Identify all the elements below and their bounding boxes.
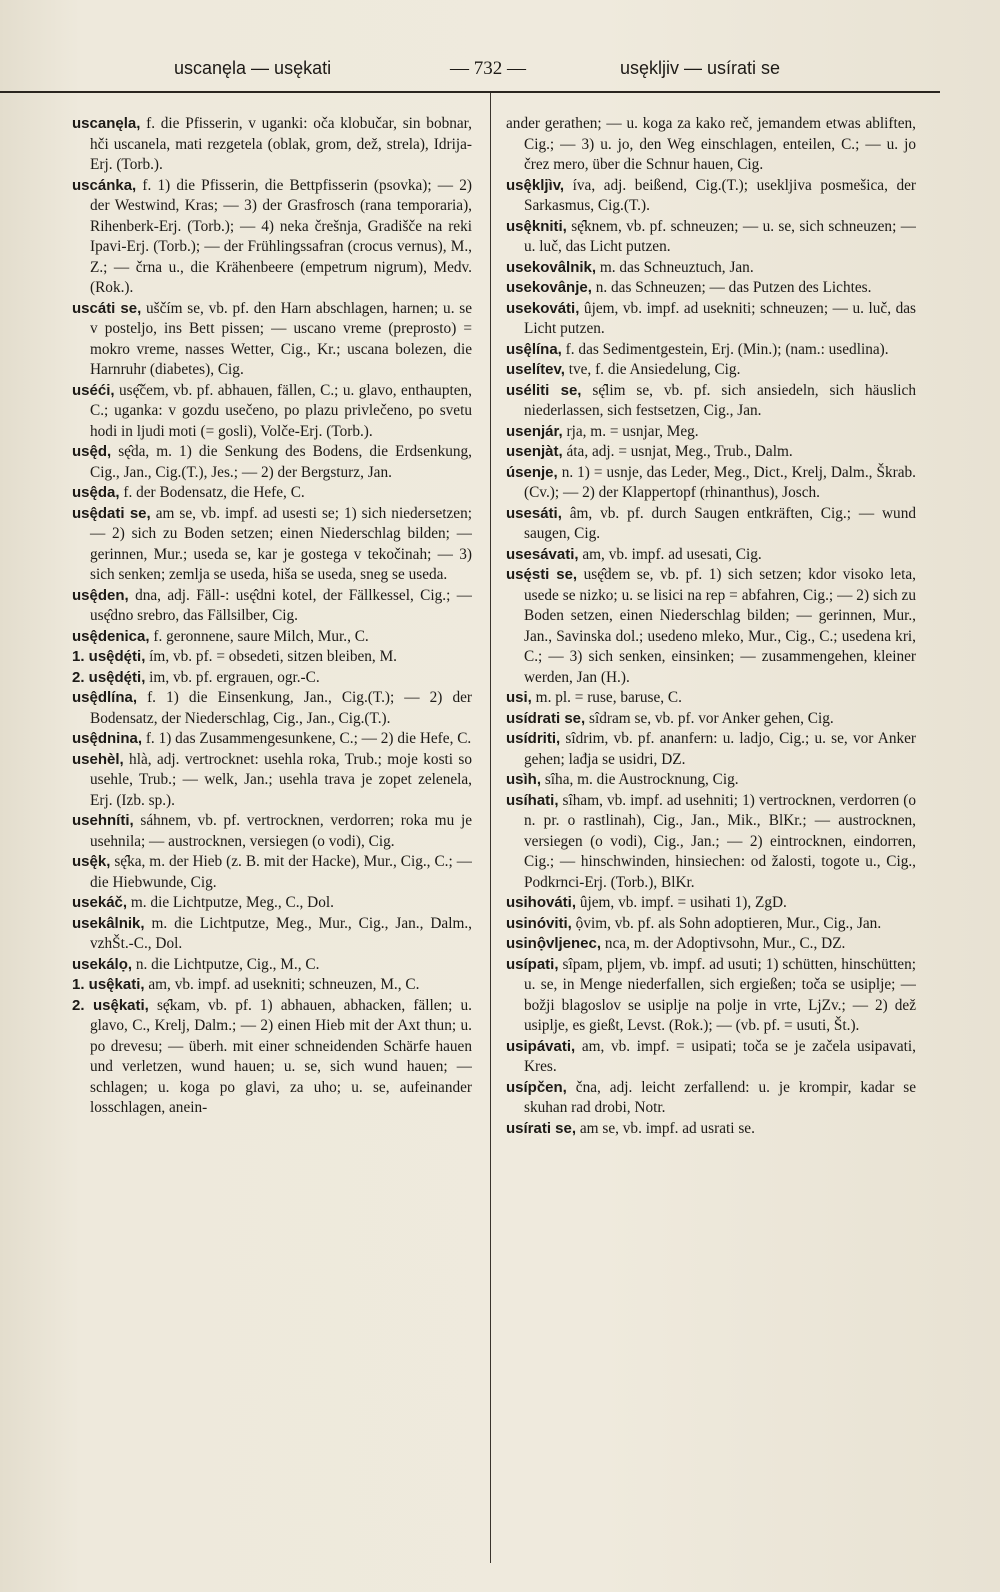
entry-definition: im, vb. pf. ergrauen, ogr.-C. <box>145 668 320 686</box>
entry-headword: usę̂dlína, <box>72 689 138 706</box>
dictionary-entry <box>72 750 472 812</box>
dictionary-entry <box>506 340 916 361</box>
entry-headword: uselítev, <box>506 361 565 378</box>
entry-definition: âm, vb. pf. durch Saugen entkräften, Cig.; — wund saugen, Cig. <box>524 504 916 542</box>
dictionary-entry <box>72 483 472 504</box>
entry-headword: usihováti, <box>506 894 577 911</box>
entry-headword: usę̂d, <box>72 443 112 460</box>
entry-headword: usenjár, <box>506 422 563 440</box>
entry-definition: rja, m. = usnjar, Meg. <box>562 422 699 440</box>
header-right-guideword: usękljiv — usírati se <box>620 58 781 78</box>
dictionary-entry <box>72 627 472 648</box>
entry-headword: usìh, <box>506 771 542 788</box>
dictionary-entry <box>72 893 472 914</box>
entry-definition: am, vb. impf. = usipati; toča se je začela usipavati, Kres. <box>524 1037 916 1075</box>
entry-headword: uscanęla, <box>72 115 141 132</box>
entry-definition: f. 1) das Zusammengesunkene, C.; — 2) die Hefe, C. <box>142 730 472 747</box>
entry-definition: tve, f. die Ansiedelung, Cig. <box>564 361 741 378</box>
entry-definition: čna, adj. leicht zerfallend: u. je krompir, kadar se skuhan rad drobi, Notr. <box>524 1078 916 1116</box>
entry-headword: uscánka, <box>72 176 137 194</box>
dictionary-entry <box>72 668 472 689</box>
entry-headword: 2. usę̂dę́ti, <box>72 668 146 686</box>
entry-definition: m. pl. = ruse, baruse, C. <box>531 689 682 706</box>
dictionary-entry <box>72 442 472 483</box>
dictionary-entry <box>506 217 916 258</box>
entry-definition: sę̂ka, m. der Hieb (z. B. mit der Hacke), Mur., Cig., C.; — die Hiebwunde, Cig. <box>90 853 472 891</box>
entry-definition: sîham, vb. impf. ad usehniti; 1) vertrocknen, verdorren (o n. pr. o rastlinah), Cig., Jan., Mik., BlKr.; — austrocknen, versiegen (o vodi), Cig., Jan.; — 2) eintrocknen, eindorren, Cig.; — hinschwinden, hinsiechen: od žalosti, togote u., Cig., Podkrnci-Erj. (Torb.), BlKr. <box>524 791 916 891</box>
dictionary-entry <box>72 996 472 1119</box>
dictionary-entry <box>506 463 916 504</box>
dictionary-entry <box>506 709 916 730</box>
entry-definition: sę̂da, m. 1) die Senkung des Bodens, die Erdsenkung, Cig., Jan., Cig.(T.), Jes.; — 2) der Bergsturz, Jan. <box>90 443 472 481</box>
dictionary-entry <box>506 176 916 217</box>
dictionary-entry <box>72 504 472 586</box>
entry-headword: usídriti, <box>506 730 561 747</box>
dictionary-entry <box>506 1078 916 1119</box>
dictionary-entry <box>506 729 916 770</box>
entry-definition: am se, vb. impf. ad usesti se; 1) sich niedersetzen; — 2) sich zu Boden setzen; einen Niederschlag bilden; — gerinnen, Mur.; useda se, kar je gostega v tekočinah; — 3) sich senken; zemlja se useda, hiša se useda, sneg se useda. <box>90 504 472 583</box>
entry-definition: áta, adj. = usnjat, Meg., Trub., Dalm. <box>562 443 793 460</box>
entry-definition: ộvim, vb. pf. als Sohn adoptieren, Mur., Cig., Jan. <box>571 914 882 932</box>
entry-definition: íva, adj. beißend, Cig.(T.); usekljiva posmešica, der Sarkasmus, Cig.(T.). <box>524 176 916 214</box>
entry-definition: uščím se, vb. pf. den Harn abschlagen, harnen; u. se v posteljo, ins Bett pissen; — uscano vreme (preprosto) = mokro vreme, nasses Wetter, Cig., Kr.; uscana bolezen, die Harnruhr (diabetes), Cig. <box>90 299 472 378</box>
entry-headword: usíhati, <box>506 791 559 809</box>
entry-headword: usehníti, <box>72 812 134 829</box>
entry-definition: am, vb. impf. ad usesati, Cig. <box>578 545 762 563</box>
entry-definition: nca, m. der Adoptivsohn, Mur., C., DZ. <box>601 935 846 952</box>
entry-definition: am, vb. impf. ad usekniti; schneuzen, M., C. <box>144 976 420 993</box>
entry-definition: f. 1) die Pfisserin, die Bettpfisserin (psovka); — 2) der Westwind, Kras; — 3) der Grasfrosch (rana temporaria), Rihenberk-Erj. (Torb.); — 4) neka črešnja, Gradišče na reki Ipavi-Erj. (Torb.); — der Frühlingssafran (crocus vernus), M., Z.; — črna u., die Krähenbeere (empetrum nigrum), Medv. (Rok.). <box>90 176 472 296</box>
dictionary-entry <box>72 586 472 627</box>
entry-definition: sîha, m. die Austrocknung, Cig. <box>541 771 739 788</box>
entry-definition: ûjem, vb. impf. = usihati 1), ZgD. <box>576 894 787 911</box>
entry-headword: usi, <box>506 689 532 706</box>
entry-headword: usesáti, <box>506 504 562 522</box>
entry-definition: f. der Bodensatz, die Hefe, C. <box>119 484 305 501</box>
dictionary-entry <box>72 688 472 729</box>
entry-definition: dna, adj. Fäll-: usę̂dni kotel, der Fällkessel, Cig.; — usę̂dno srebro, das Fällsilber, Cig. <box>90 586 472 624</box>
entry-definition: sáhnem, vb. pf. vertrocknen, verdorren; roka mu je usehnila; — austrocknen, versiegen (o vodi), Cig. <box>90 812 472 850</box>
dictionary-entry <box>506 299 916 340</box>
entry-headword: usekovâlnik, <box>506 258 597 276</box>
entry-definition: sîdrim, vb. pf. ananfern: u. ladjo, Cig.; u. se, vor Anker gehen; lađja se usidri, DZ. <box>524 730 916 768</box>
entry-definition: ím, vb. pf. = obsedeti, sitzen bleiben, M. <box>145 648 397 665</box>
entry-headword: usę̂kljìv, <box>506 176 565 194</box>
entry-headword: usípčen, <box>506 1078 567 1096</box>
left-column <box>72 114 472 1574</box>
entry-definition: sę̂lim se, vb. pf. sich ansiedeln, sich häuslich niederlassen, sich festsetzen, Cig., Jan. <box>524 381 916 419</box>
entry-definition: sę̂knem, vb. pf. schneuzen; — u. se, sich schneuzen; — u. luč, das Licht putzen. <box>524 217 916 255</box>
entry-headword: úsenje, <box>506 463 558 481</box>
dictionary-entry <box>506 955 916 1037</box>
entry-headword: uscáti se, <box>72 299 142 317</box>
dictionary-entry <box>72 114 472 176</box>
dictionary-entry <box>506 914 916 935</box>
dictionary-entry <box>506 504 916 545</box>
entry-headword: usę̂dati se, <box>72 504 151 522</box>
entry-definition: m. das Schneuztuch, Jan. <box>596 258 754 276</box>
entry-headword: usekováti, <box>506 299 580 317</box>
entry-headword: usę̂kniti, <box>506 217 567 235</box>
entry-headword: usę́sti se, <box>506 566 578 583</box>
dictionary-entry <box>72 914 472 955</box>
entry-definition: n. die Lichtputze, Cig., M., C. <box>132 955 320 973</box>
dictionary-entry <box>506 114 916 176</box>
entry-headword: usekovânje, <box>506 279 592 296</box>
entry-definition: sę̂kam, vb. pf. 1) abhauen, abhacken, fällen; u. glavo, C., Krelj, Dalm.; — 2) einen Hieb mit der Axt thun; u. po drevesu; — überh. mit einer schneidenden Schärfe hauen und verletzen, wund hauen; u. se, sich wund hauen; — schlagen; u. koga po glavi, za uho; u. se, aufeinander losschlagen, anein- <box>90 996 472 1116</box>
dictionary-entry <box>72 299 472 381</box>
entry-definition: am se, vb. impf. ad usrati se. <box>576 1119 755 1137</box>
entry-headword: uséliti se, <box>506 381 582 399</box>
dictionary-entry <box>72 852 472 893</box>
dictionary-entry <box>506 565 916 688</box>
page-header <box>0 58 1000 88</box>
dictionary-entry <box>506 360 916 381</box>
entry-headword: usehèl, <box>72 750 124 768</box>
entry-definition: n. das Schneuzen; — das Putzen des Lichtes. <box>591 279 872 296</box>
dictionary-entry <box>506 934 916 955</box>
dictionary-entry <box>506 442 916 463</box>
entry-definition: f. 1) die Einsenkung, Jan., Cig.(T.); — 2) der Bodensatz, der Niederschlag, Cig., Jan., Cig.(T.). <box>90 689 472 727</box>
entry-headword: usę̂den, <box>72 586 129 604</box>
dictionary-entry <box>506 1119 916 1140</box>
entry-definition: ander gerathen; — u. koga za kako reč, jemandem etwas abliften, Cig.; — 3) u. jo, den Weg einschlagen, enteilen, C.; — u. jo črez mero, über die Schnur hauen, Cig. <box>506 115 916 173</box>
column-divider <box>490 93 491 1563</box>
entry-headword: usesávati, <box>506 545 579 563</box>
dictionary-entry <box>506 422 916 443</box>
dictionary-entry <box>506 278 916 299</box>
entry-headword: usekálọ, <box>72 955 133 973</box>
entry-headword: usinộvljenec, <box>506 935 602 952</box>
entry-definition: m. die Lichtputze, Meg., Mur., Cig., Jan., Dalm., vzhŠt.-C., Dol. <box>90 914 472 952</box>
page-number: — 732 — <box>450 58 526 79</box>
dictionary-entry <box>506 893 916 914</box>
dictionary-entry <box>72 647 472 668</box>
dictionary-entry <box>72 729 472 750</box>
entry-headword: usekâlnik, <box>72 914 145 932</box>
header-left-guideword: uscanęla — usękati <box>174 58 332 78</box>
entry-headword: usipávati, <box>506 1037 576 1055</box>
entry-definition: f. geronnene, saure Milch, Mur., C. <box>149 627 369 645</box>
dictionary-entry <box>506 688 916 709</box>
dictionary-entry <box>506 770 916 791</box>
entry-definition: f. das Sedimentgestein, Erj. (Min.); (nam.: usedlina). <box>561 340 889 358</box>
entry-headword: 1. usę̂dę́ti, <box>72 648 146 665</box>
header-rule <box>0 91 940 93</box>
entry-definition: sîdram se, vb. pf. vor Anker gehen, Cig. <box>585 709 834 727</box>
entry-definition: ûjem, vb. impf. ad usekniti; schneuzen; — u. luč, das Licht putzen. <box>524 299 916 337</box>
entry-definition: m. die Lichtputze, Meg., C., Dol. <box>127 894 334 911</box>
entry-definition: usę̂dem se, vb. pf. 1) sich setzen; kdor visoko leta, usede se nizko; u. se lisici na rep = abfahren, Cig.; — 2) sich zu Boden setzen, einen Niederschlag bilden; — gerinnen, Mur., Jan., Savinska dol.; usedeno mleko, Mur., Cig., C.; usedena kri, C.; — 3) sich senken, einsinken; — zusammengehen, kleiner werden, Jan (H.). <box>524 566 916 686</box>
dictionary-entry <box>506 791 916 894</box>
entry-definition: hlà, adj. vertrocknet: usehla roka, Trub.; moje kosti so usehle, Trub.; — welk, Jan.; usehla trava je zopet zelenela, Erj. (Izb. sp.). <box>90 750 472 809</box>
entry-headword: usę̂dnina, <box>72 730 143 747</box>
entry-headword: usípati, <box>506 955 559 973</box>
entry-headword: 2. usę̂kati, <box>72 996 149 1014</box>
dictionary-entry <box>506 381 916 422</box>
entry-headword: usírati se, <box>506 1119 577 1137</box>
right-column <box>506 114 916 1574</box>
entry-definition: n. 1) = usnje, das Leder, Meg., Dict., Krelj, Dalm., Škrab. (Cv.); — 2) der Klappertopf (rhinanthus), Josch. <box>524 463 916 501</box>
dictionary-entry <box>506 258 916 279</box>
entry-headword: usenjàt, <box>506 443 563 460</box>
entry-headword: usę̂da, <box>72 484 120 501</box>
entry-headword: usę̂k, <box>72 853 111 870</box>
entry-headword: usę̂lína, <box>506 340 562 358</box>
entry-definition: f. die Pfisserin, v uganki: oča klobučar, sin bobnar, hči uscanela, mati rezgetela (oblak, grom, dež, strela), Idrija-Erj. (Torb.). <box>90 115 472 173</box>
entry-headword: usę̂denica, <box>72 627 150 645</box>
entry-headword: usídrati se, <box>506 709 586 727</box>
dictionary-entry <box>72 955 472 976</box>
entry-headword: uséći, <box>72 381 115 399</box>
entry-definition: sîpam, pljem, vb. impf. ad usuti; 1) schütten, hinschütten; u. se, in Menge niederfallen, sich ergießen; toča se usiplje; — božji blagoslov se usiplje na polje in vrte, LjZv.; — 2) dež usiplje, es gießt, Levst. (Rok.); — (vb. pf. = usuti, Št.). <box>524 955 916 1034</box>
dictionary-entry <box>506 1037 916 1078</box>
dictionary-entry <box>72 975 472 996</box>
dictionary-entry <box>72 381 472 443</box>
entry-definition: usę̂čem, vb. pf. abhauen, fällen, C.; u. glavo, enthaupten, C.; uganka: v gozdu usečeno, po plazu privlečeno, po svetu hodi in ljudi moti (= gosli), Volče-Erj. (Torb.). <box>90 381 472 440</box>
dictionary-entry <box>72 811 472 852</box>
entry-headword: usinóviti, <box>506 914 572 932</box>
dictionary-entry <box>506 545 916 566</box>
dictionary-entry <box>72 176 472 299</box>
entry-headword: usekáč, <box>72 894 128 911</box>
entry-headword: 1. usę̂kati, <box>72 976 145 993</box>
